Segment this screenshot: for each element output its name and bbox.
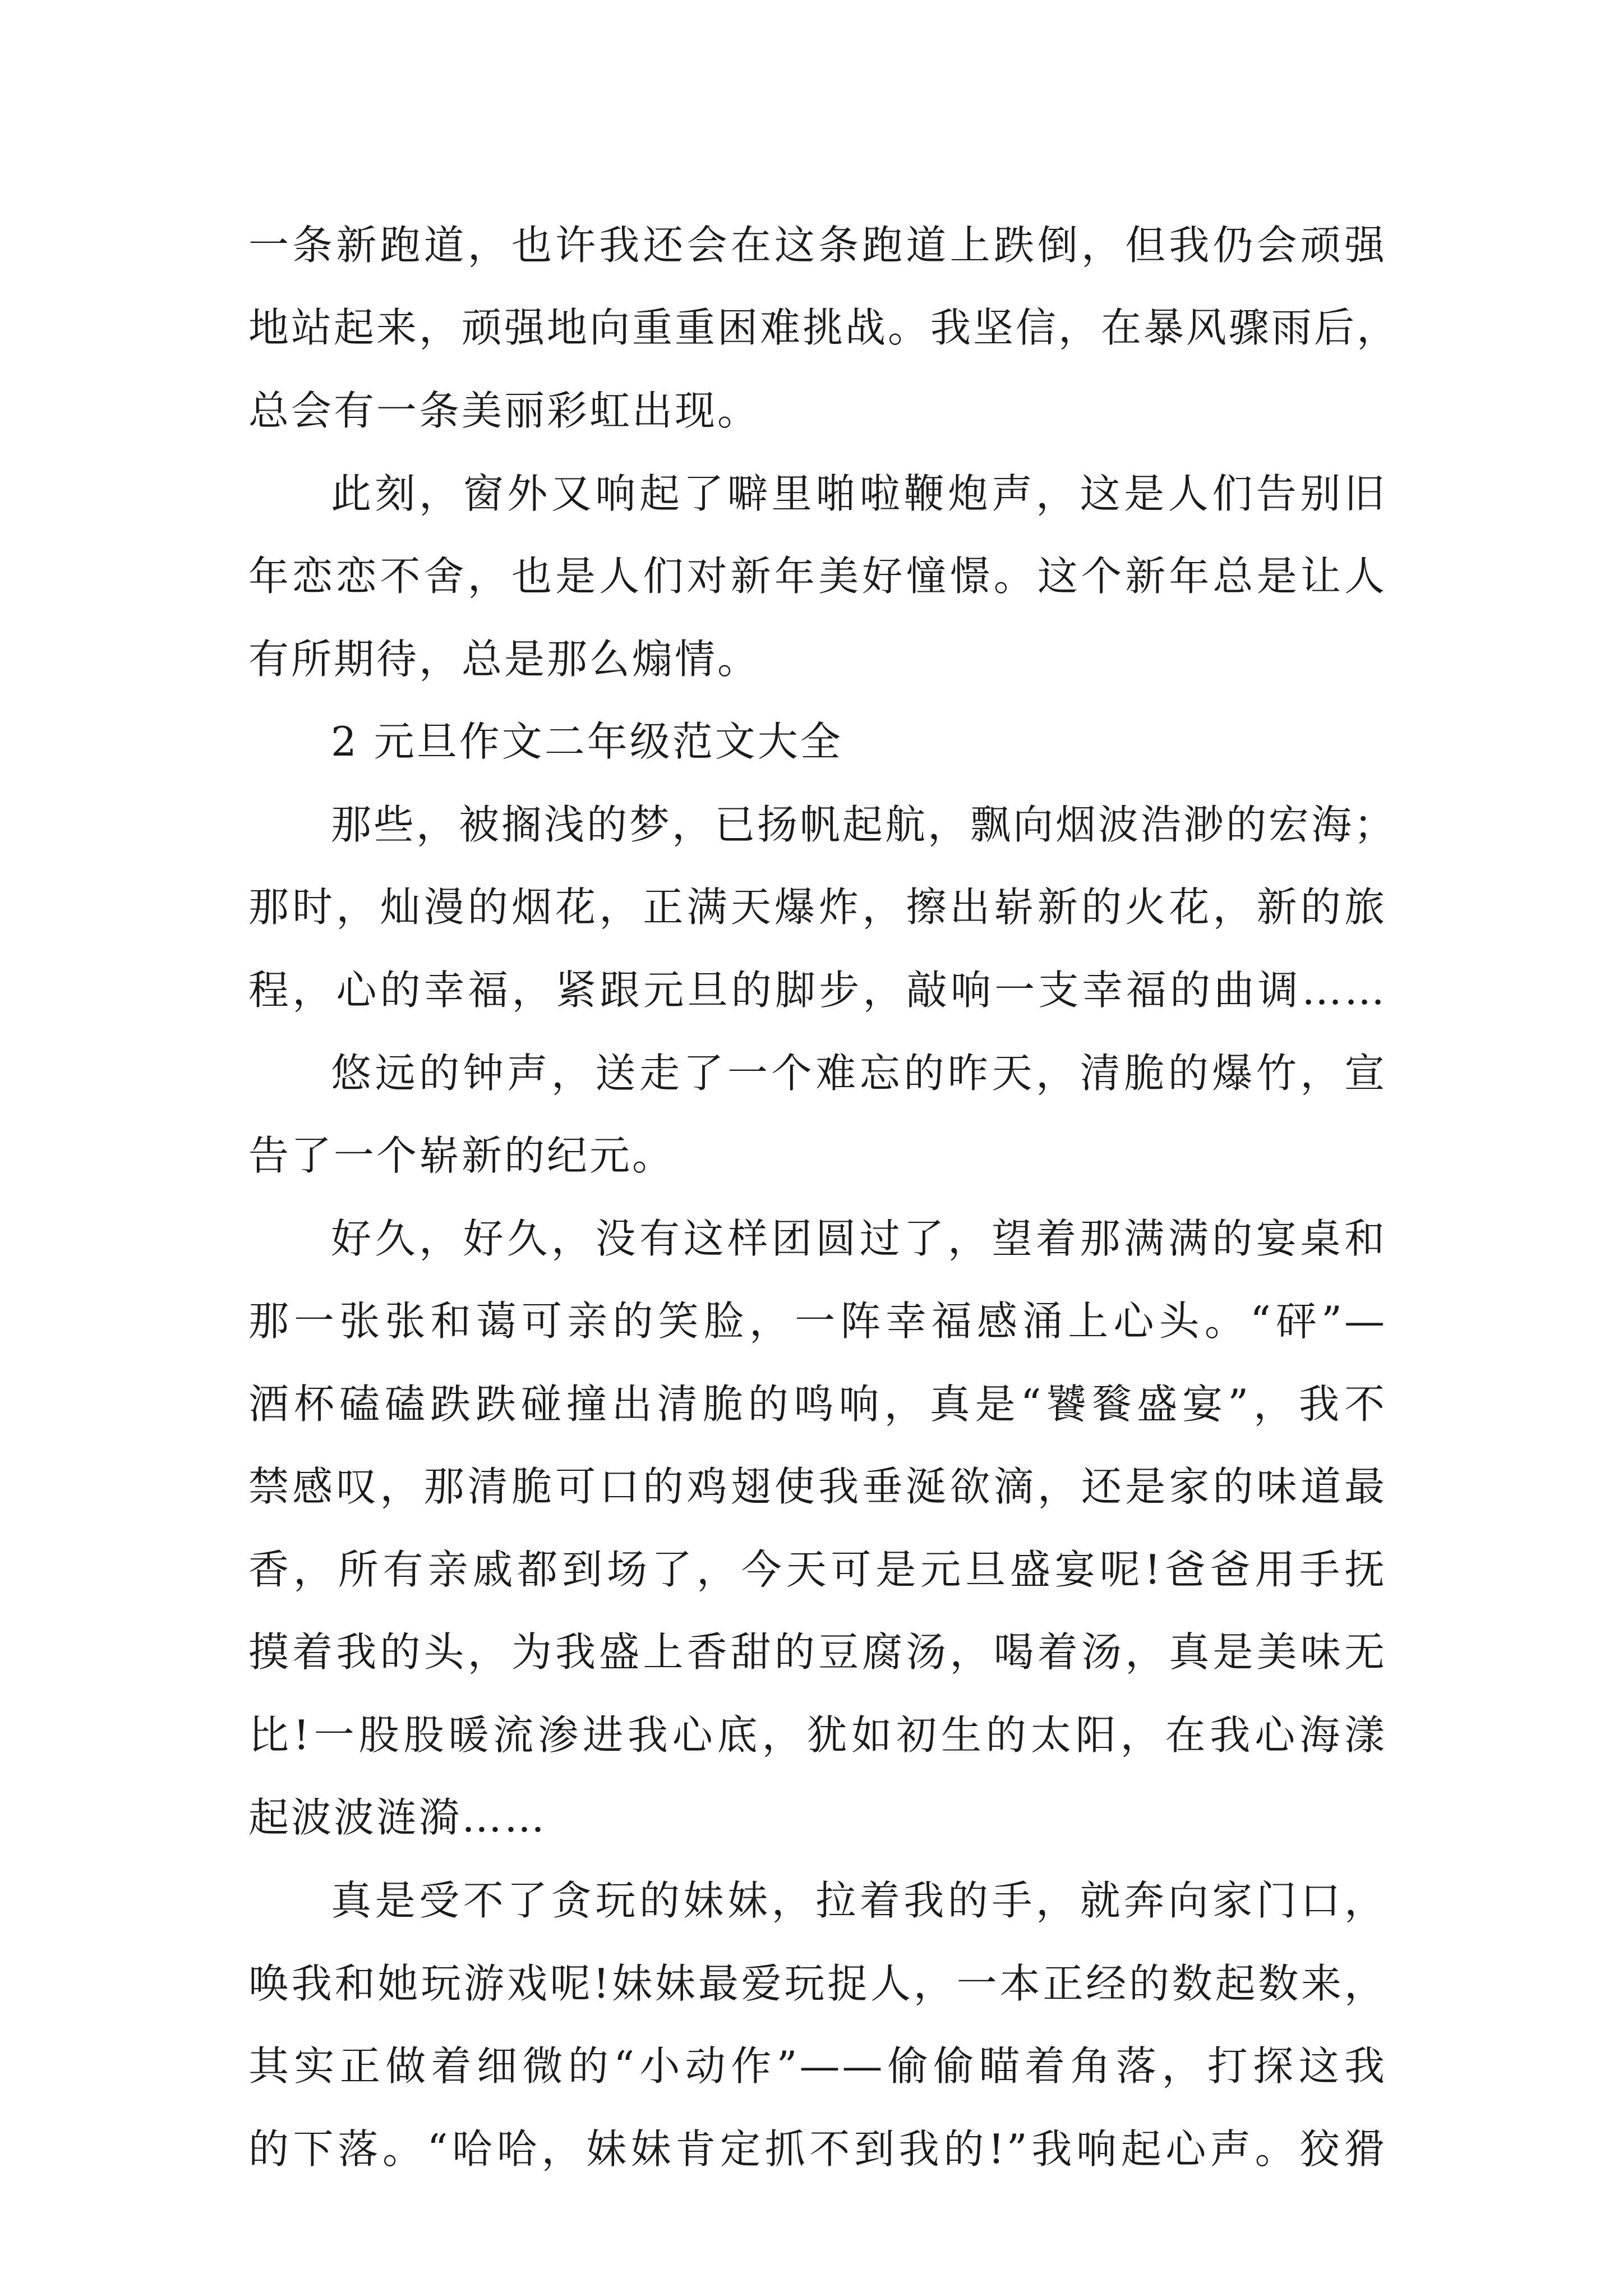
text-line: 比!一股股暖流渗进我心底，犹如初生的太阳，在我心海漾	[248, 1711, 1387, 1759]
text-line: 禁感叹，那清脆可口的鸡翅使我垂涎欲滴，还是家的味道最	[248, 1463, 1387, 1510]
text-line: 地站起来，顽强地向重重困难挑战。我坚信，在暴风骤雨后，	[248, 304, 1400, 351]
text-line: 年恋恋不舍，也是人们对新年美好憧憬。这个新年总是让人	[248, 553, 1387, 600]
text-line: 起波波涟漪……	[248, 1794, 547, 1841]
text-line: 真是受不了贪玩的妹妹，拉着我的手，就奔向家门口，	[331, 1877, 1387, 1924]
text-line: 其实正做着细微的“小动作”——偷偷瞄着角落，打探这我	[248, 2042, 1387, 2090]
text-line: 告了一个崭新的纪元。	[248, 1132, 675, 1179]
text-line: 此刻，窗外又响起了噼里啪啦鞭炮声，这是人们告别旧	[331, 470, 1387, 517]
text-line: 那一张张和蔼可亲的笑脸，一阵幸福感涌上心头。“砰”—	[248, 1297, 1387, 1345]
text-line: 悠远的钟声，送走了一个难忘的昨天，清脆的爆竹，宣	[331, 1050, 1387, 1097]
text-line: 的下落。“哈哈，妹妹肯定抓不到我的!”我响起心声。狡猾	[248, 2125, 1387, 2173]
text-line: 一条新跑道，也许我还会在这条跑道上跌倒，但我仍会顽强	[248, 222, 1387, 269]
text-line: 那时，灿漫的烟花，正满天爆炸，擦出崭新的火花，新的旅	[248, 884, 1387, 931]
text-line: 有所期待，总是那么煽情。	[248, 636, 760, 683]
text-line: 好久，好久，没有这样团圆过了，望着那满满的宴桌和	[331, 1215, 1387, 1262]
text-line: 摸着我的头，为我盛上香甜的豆腐汤，喝着汤，真是美味无	[248, 1628, 1387, 1676]
text-line: 那些，被搁浅的梦，已扬帆起航，飘向烟波浩渺的宏海；	[331, 801, 1397, 848]
text-line: 唤我和她玩游戏呢!妹妹最爱玩捉人，一本正经的数起数来，	[248, 1960, 1387, 2007]
text-line: 程，心的幸福，紧跟元旦的脚步，敲响一支幸福的曲调……	[248, 967, 1387, 1014]
text-line: 总会有一条美丽彩虹出现。	[248, 387, 760, 434]
section-heading: 2 元旦作文二年级范文大全	[331, 718, 843, 765]
text-line: 酒杯磕磕跌跌碰撞出清脆的鸣响，真是“饕餮盛宴”，我不	[248, 1381, 1387, 1428]
text-line: 香，所有亲戚都到场了，今天可是元旦盛宴呢!爸爸用手抚	[248, 1546, 1387, 1593]
